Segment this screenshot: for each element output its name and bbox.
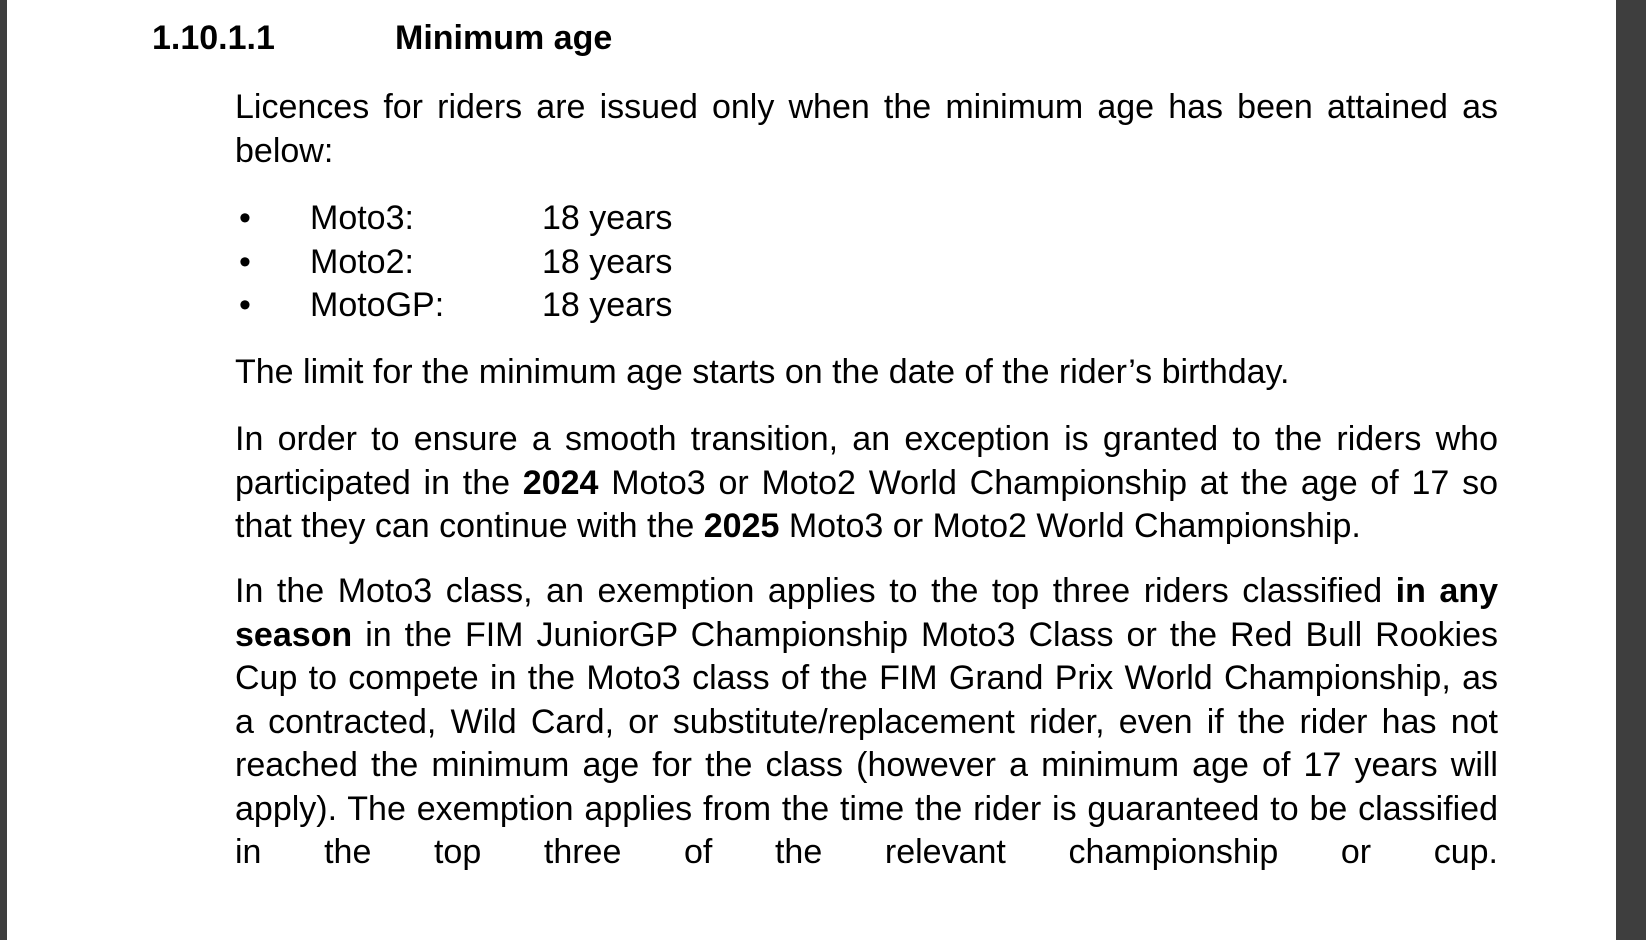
class-min-age: 18 years <box>542 199 673 237</box>
class-name: Moto3: <box>310 199 414 237</box>
limit-paragraph: The limit for the minimum age starts on the date of the rider’s birthday. <box>235 353 1290 391</box>
section-number: 1.10.1.1 <box>152 19 275 57</box>
exception-year-2: 2025 <box>703 507 780 545</box>
exception-text-2: Moto3 or Moto2 World Championship at the age of 17 so that they can continue with the <box>235 463 1498 545</box>
exception-paragraph <box>235 418 1498 549</box>
exception-year-1: 2024 <box>522 463 599 502</box>
section-title: Minimum age <box>395 19 613 57</box>
exemption-paragraph <box>235 570 1498 875</box>
bullet-icon: • <box>239 286 251 324</box>
exception-text-1: In order to ensure a smooth transition, an exception is granted to the riders who participated in the <box>235 420 1498 502</box>
exemption-emphasis: in any season <box>235 572 1498 654</box>
document-page <box>7 0 1616 940</box>
viewer-frame-right <box>1616 0 1646 940</box>
class-name: MotoGP: <box>310 286 445 324</box>
viewer-frame-left <box>0 0 7 940</box>
exemption-text-2: in the FIM JuniorGP Championship Moto3 Class or the Red Bull Rookies Cup to compete in the Moto3 class of the FIM Grand Prix World Championship, as a contracted, Wild Card, or substitute/replacement rider, even if the rider has not reached the minimum age for the class (however a minimum age of 17 years will apply). The exemption applies from the time the rider is guaranteed to be classified in the top three of the relevant championship or cup. <box>235 615 1498 871</box>
class-name: Moto2: <box>310 242 414 281</box>
exception-text-3: Moto3 or Moto2 World Championship. <box>779 507 1361 545</box>
bullet-icon: • <box>239 199 251 237</box>
bullet-icon: • <box>239 242 251 281</box>
class-min-age: 18 years <box>542 242 673 281</box>
exemption-text-1: In the Moto3 class, an exemption applies to the top three riders classified <box>235 572 1396 610</box>
intro-paragraph: Licences for riders are issued only when the minimum age has been attained as below: <box>235 88 1498 170</box>
class-min-age: 18 years <box>542 286 673 324</box>
